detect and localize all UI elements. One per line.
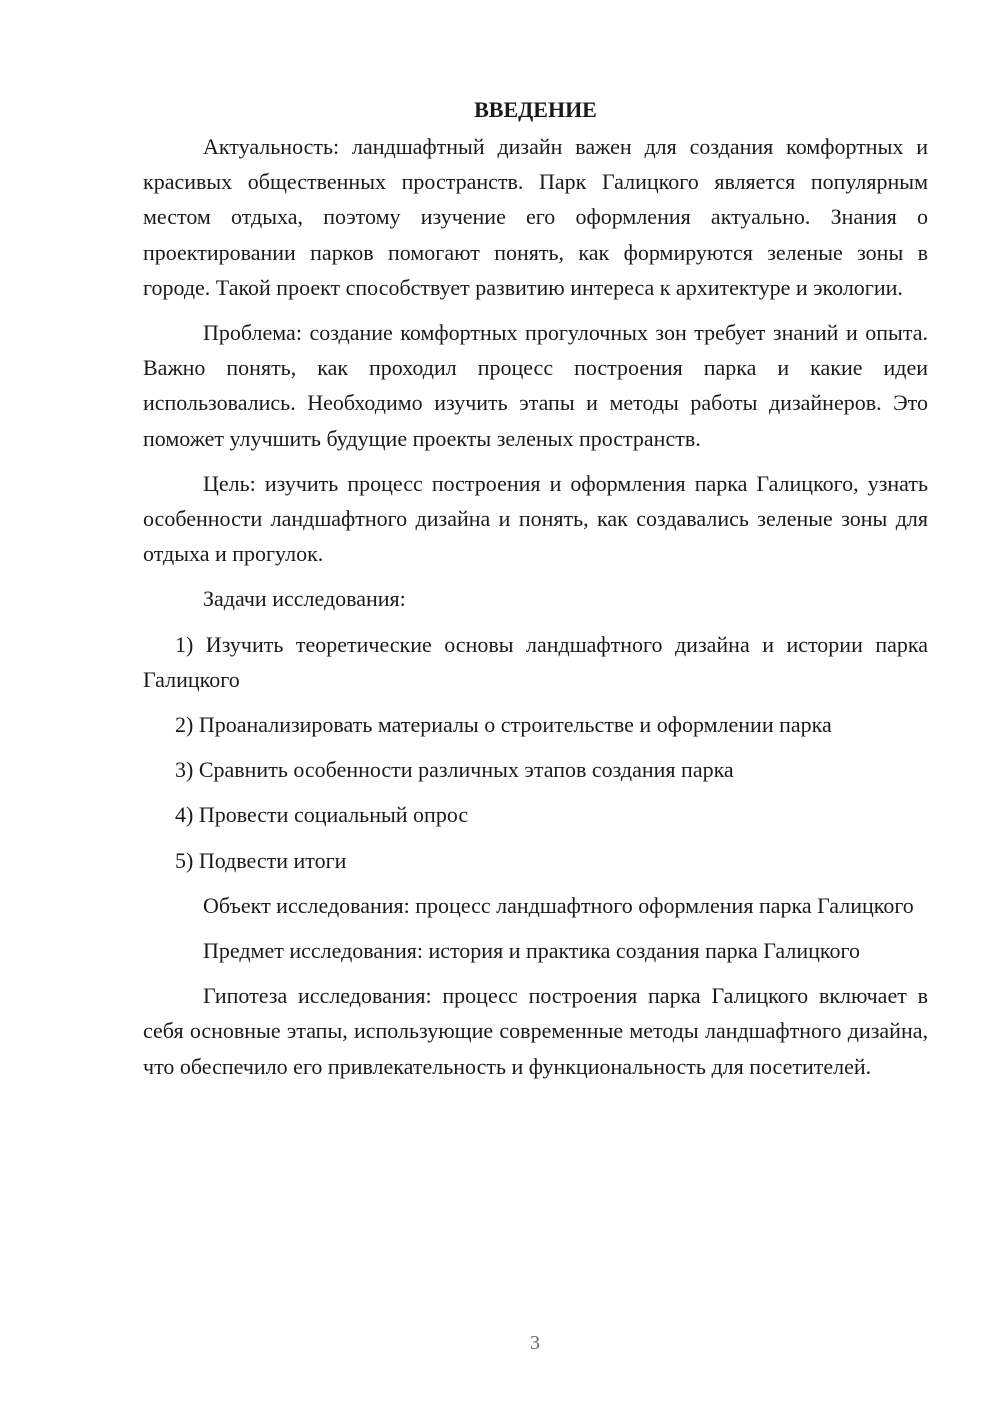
- tasks-heading: Задачи исследования:: [203, 586, 406, 612]
- subject-paragraph: Предмет исследования: история и практика создания парка Галицкого: [203, 938, 860, 964]
- object-paragraph: Объект исследования: процесс ландшафтного оформления парка Галицкого: [203, 892, 914, 918]
- goal-paragraph: Цель: изучить процесс построения и оформления парка Галицкого, узнать особенности ландшафтного дизайна и понять, как создавались зеленые зоны для отдыха и прогулок.: [143, 470, 928, 567]
- list-item: 2) Проанализировать материалы о строительстве и оформлении парка: [175, 712, 832, 738]
- document-page: [143, 92, 928, 1094]
- relevance-paragraph: Актуальность: ландшафтный дизайн важен для создания комфортных и красивых общественных пространств. Парк Галицкого является популярным местом отдыха, поэтому изучение его оформления актуально. Знания о проектировании парков помогают понять, как формируются зеленые зоны в городе. Такой проект способствует развитию интереса к архитектуре и экологии.: [143, 134, 928, 300]
- list-item: 4) Провести социальный опрос: [175, 802, 469, 828]
- hypothesis-paragraph: Гипотеза исследования: процесс построения парка Галицкого включает в себя основные этапы, использующие современные методы ландшафтного дизайна, что обеспечило его привлекательность и функциональность для посетителей.: [143, 983, 928, 1079]
- section-title: ВВЕДЕНИЕ: [474, 97, 597, 122]
- list-item: 1) Изучить теоретические основы ландшафтного дизайна и истории парка Галицкого: [143, 631, 928, 692]
- list-item: 5) Подвести итоги: [175, 847, 347, 873]
- list-item: 3) Сравнить особенности различных этапов создания парка: [175, 757, 734, 783]
- tasks-list: [143, 627, 928, 878]
- page-number: 3: [530, 1332, 540, 1354]
- problem-paragraph: Проблема: создание комфортных прогулочных зон требует знаний и опыта. Важно понять, как проходил процесс построения парка и какие идеи использовались. Необходимо изучить этапы и методы работы дизайнеров. Это поможет улучшить будущие проекты зеленых пространств.: [143, 320, 928, 451]
